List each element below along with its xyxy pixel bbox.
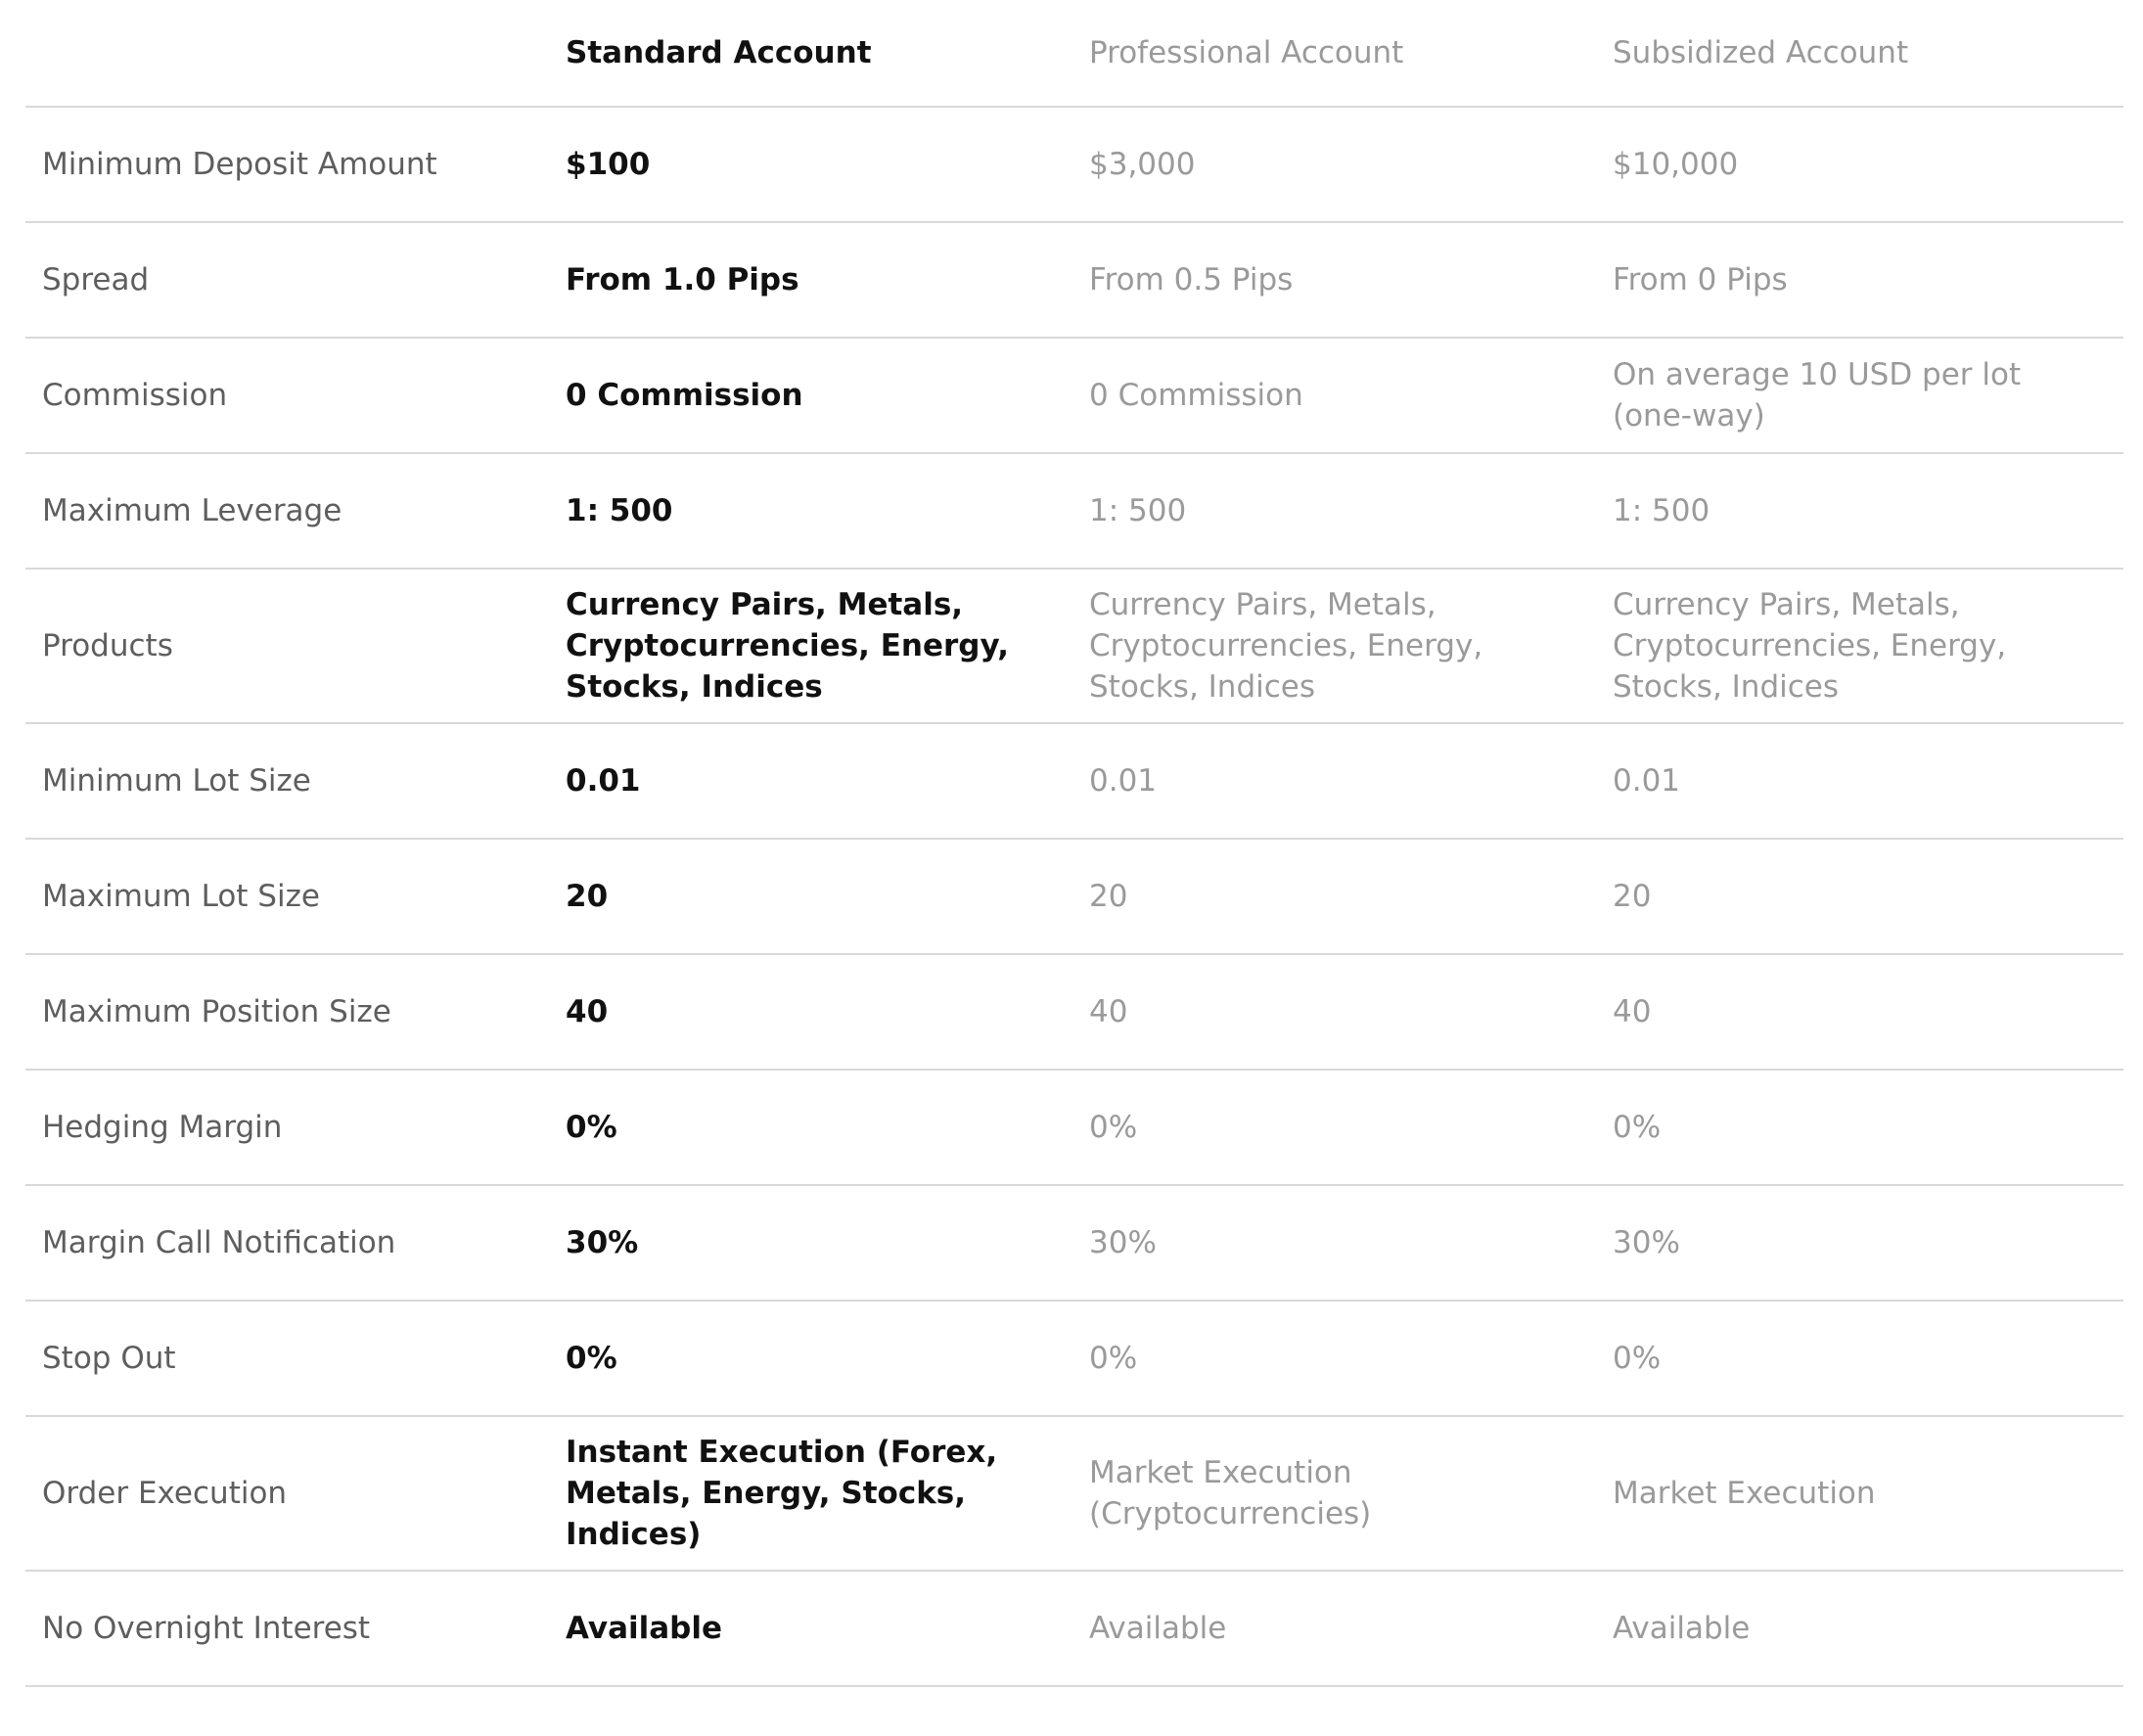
professional-value: 40 [1072,954,1596,1070]
table-row [25,338,2123,453]
table-row [25,723,2123,839]
table-row [25,954,2123,1070]
row-label: Products [25,569,549,723]
professional-value: Available [1072,1571,1596,1686]
subsidized-value: Currency Pairs, Metals, Cryptocurrencies, Energy, Stocks, Indices [1596,569,2123,723]
subsidized-value: On average 10 USD per lot (one-way) [1596,338,2123,453]
subsidized-value: Market Execution [1596,1416,2123,1571]
standard-value: Instant Execution (Forex, Metals, Energy, Stocks, Indices) [549,1416,1072,1571]
row-label: Hedging Margin [25,1070,549,1185]
standard-value: 40 [549,954,1072,1070]
row-label: Commission [25,338,549,453]
subsidized-value: 30% [1596,1185,2123,1301]
subsidized-value: 20 [1596,839,2123,954]
subsidized-value: 0% [1596,1070,2123,1185]
table-row [25,1070,2123,1185]
table-row [25,569,2123,723]
subsidized-value: Available [1596,1571,2123,1686]
subsidized-value: $10,000 [1596,107,2123,222]
header-subsidized-account: Subsidized Account [1596,0,2123,107]
professional-value: 30% [1072,1185,1596,1301]
header-standard-account: Standard Account [549,0,1072,107]
professional-value: 1: 500 [1072,453,1596,569]
professional-value: Currency Pairs, Metals, Cryptocurrencies, Energy, Stocks, Indices [1072,569,1596,723]
table-row [25,1416,2123,1571]
professional-value: 20 [1072,839,1596,954]
table-row [25,222,2123,338]
standard-value: 20 [549,839,1072,954]
standard-value: 1: 500 [549,453,1072,569]
table-row [25,1571,2123,1686]
professional-value: 0% [1072,1070,1596,1185]
professional-value: 0 Commission [1072,338,1596,453]
row-label: Order Execution [25,1416,549,1571]
standard-value: $100 [549,107,1072,222]
table-row [25,453,2123,569]
row-label: Spread [25,222,549,338]
table-header [25,0,2123,107]
row-label: Minimum Lot Size [25,723,549,839]
standard-value: Available [549,1571,1072,1686]
professional-value: From 0.5 Pips [1072,222,1596,338]
standard-value: From 1.0 Pips [549,222,1072,338]
row-label: No Overnight Interest [25,1571,549,1686]
standard-value: 0% [549,1070,1072,1185]
row-label: Maximum Leverage [25,453,549,569]
subsidized-value: 40 [1596,954,2123,1070]
row-label: Maximum Position Size [25,954,549,1070]
subsidized-value: 0% [1596,1301,2123,1416]
header-professional-account: Professional Account [1072,0,1596,107]
standard-value: 30% [549,1185,1072,1301]
table-row [25,1301,2123,1416]
row-label: Margin Call Notification [25,1185,549,1301]
table-row [25,1185,2123,1301]
subsidized-value: 0.01 [1596,723,2123,839]
subsidized-value: From 0 Pips [1596,222,2123,338]
professional-value: Market Execution (Cryptocurrencies) [1072,1416,1596,1571]
row-label: Maximum Lot Size [25,839,549,954]
row-label: Minimum Deposit Amount [25,107,549,222]
professional-value: $3,000 [1072,107,1596,222]
standard-value: Currency Pairs, Metals, Cryptocurrencies, Energy, Stocks, Indices [549,569,1072,723]
table-row [25,107,2123,222]
header-row [25,0,2123,107]
account-comparison [25,0,2123,1687]
standard-value: 0.01 [549,723,1072,839]
professional-value: 0.01 [1072,723,1596,839]
table-body [25,107,2123,1686]
header-empty [25,0,549,107]
standard-value: 0% [549,1301,1072,1416]
table-row [25,839,2123,954]
subsidized-value: 1: 500 [1596,453,2123,569]
standard-value: 0 Commission [549,338,1072,453]
account-comparison-table [25,0,2123,1687]
row-label: Stop Out [25,1301,549,1416]
professional-value: 0% [1072,1301,1596,1416]
